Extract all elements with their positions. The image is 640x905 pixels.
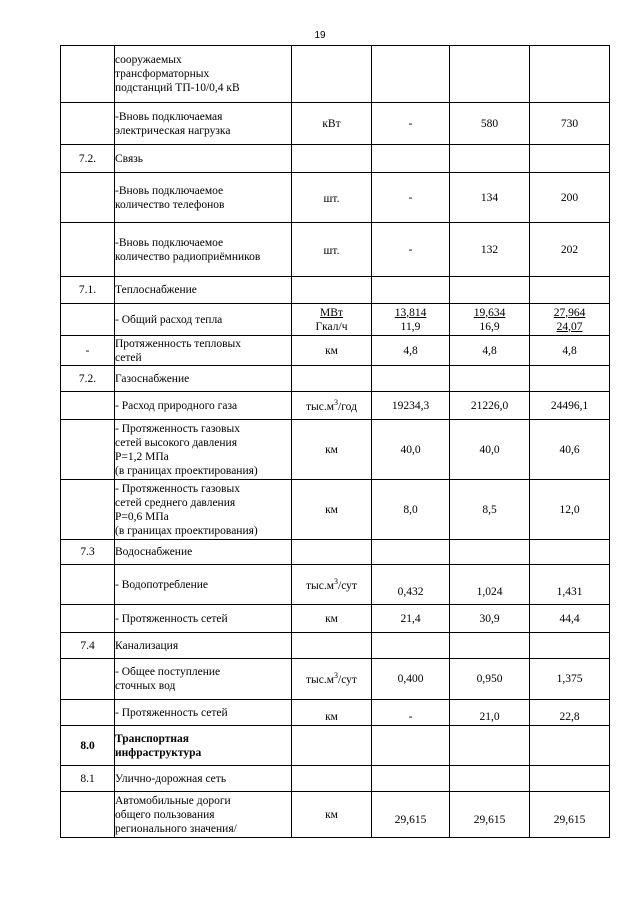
row-unit: км [292,480,372,540]
row-unit [292,46,372,103]
row-value-2: 132 [450,223,530,277]
row-name [115,605,292,633]
row-value-1 [372,726,450,766]
row-number [61,392,115,420]
table-row [61,392,610,420]
row-value-3: 22,8 [530,700,610,726]
row-unit [292,766,372,792]
row-value-3 [530,46,610,103]
row-value-1: - [372,700,450,726]
row-name [115,700,292,726]
row-name-line: Теплоснабжение [115,284,197,296]
row-name-line: - Протяженность газовых [115,482,240,495]
row-name-line: Транспортная [115,732,189,745]
row-name-line: подстанций ТП-10/0,4 кВ [115,82,240,94]
row-name-line: - Расход природного газа [115,399,238,412]
row-number: 7.3 [61,540,115,565]
row-unit: км [292,336,372,366]
row-number [61,605,115,633]
row-name-line: Канализация [115,639,179,652]
table-row [61,420,610,480]
unit-base: тыс.м [306,674,335,686]
row-number [61,223,115,277]
row-value-3 [530,766,610,792]
row-name-line: Улично-дорожная сеть [115,772,227,785]
row-name-line: Газоснабжение [115,372,190,385]
unit-superscript: 3 [334,397,339,407]
row-unit: шт. [292,173,372,223]
row-name-line: Связь [115,152,144,165]
row-unit: шт. [292,223,372,277]
row-value-2: 40,0 [450,420,530,480]
row-name [115,277,292,304]
unit-base: тыс.м [306,579,335,592]
row-value-2 [450,726,530,766]
row-value-2: 0,950 [450,659,530,700]
row-unit [292,633,372,659]
row-name-line: - Общий расход тепла [115,313,223,326]
row-number: 8.1 [61,766,115,792]
row-value-1 [372,540,450,565]
row-value-1 [372,145,450,173]
row-name [115,540,292,565]
unit-rest: /год [338,400,357,413]
row-name-line: -Вновь подключаемое [115,184,224,197]
row-number [61,304,115,336]
row-name [115,480,292,540]
row-name [115,633,292,659]
row-value-2 [450,540,530,565]
row-name [115,726,292,766]
page-number: 19 [314,30,326,41]
row-name [115,392,292,420]
table-row [61,304,610,336]
row-name [115,792,292,838]
row-value-2 [450,304,530,336]
table-row [61,366,610,392]
row-number: 7.4 [61,633,115,659]
row-name-line: трансформаторных [115,68,210,80]
row-number [61,173,115,223]
table-row [61,605,610,633]
row-name-line: Автомобильные дороги [115,794,231,807]
row-number [61,700,115,726]
row-name-line: - Протяженность сетей [115,612,228,625]
row-name-line: инфраструктура [115,746,202,759]
row-value-1 [372,366,450,392]
unit-bottom: Гкал/ч [315,320,348,333]
unit-rest: /сут [338,579,357,592]
row-value-1: - [372,173,450,223]
table-row [61,223,610,277]
row-value-2 [450,145,530,173]
row-name-line: количество телефонов [115,198,225,211]
row-number [61,480,115,540]
table-row [61,480,610,540]
row-number [61,659,115,700]
row-value-3 [530,633,610,659]
row-value-3: 1,431 [530,565,610,605]
row-value-2 [450,46,530,103]
table-row [61,659,610,700]
table-row [61,46,610,103]
row-unit [292,659,372,700]
row-unit: км [292,420,372,480]
row-value-2: 8,5 [450,480,530,540]
unit-top: МВт [320,306,343,319]
table-row [61,700,610,726]
row-name-line: количество радиоприёмников [115,250,261,263]
table-row [61,103,610,145]
row-name [115,145,292,173]
row-value-2 [450,366,530,392]
row-value-2: 29,615 [450,792,530,838]
row-value-2: 4,8 [450,336,530,366]
row-name [115,304,292,336]
table-row [61,792,610,838]
row-value-1: - [372,223,450,277]
row-name-line: (в границах проектирования) [115,524,258,537]
row-value-2: 21,0 [450,700,530,726]
value-top: 27,964 [553,306,586,319]
row-name-line: сооружаемых [115,54,182,66]
value-top: 13,814 [394,306,427,319]
row-number: 7.2. [61,366,115,392]
row-value-2 [450,277,530,304]
row-name [115,173,292,223]
row-name [115,103,292,145]
row-value-3: 1,375 [530,659,610,700]
row-value-3: 44,4 [530,605,610,633]
row-name [115,46,292,103]
row-unit [292,304,372,336]
row-name-line: Р=1,2 МПа [115,450,169,463]
row-unit [292,540,372,565]
row-number: - [61,336,115,366]
row-name-line: электрическая нагрузка [115,124,231,137]
row-value-3: 29,615 [530,792,610,838]
value-bottom: 24,07 [556,320,583,333]
table-row [61,633,610,659]
table-row [61,540,610,565]
row-value-2: 30,9 [450,605,530,633]
row-name-line: сетей [115,351,142,364]
row-name-line: (в границах проектирования) [115,464,258,477]
row-unit: км [292,605,372,633]
row-name-line: - Протяженность сетей [115,706,228,719]
row-unit [292,392,372,420]
row-number: 7.1. [61,277,115,304]
row-value-1 [372,633,450,659]
row-value-2: 580 [450,103,530,145]
row-value-3: 40,6 [530,420,610,480]
unit-superscript: 3 [334,576,339,586]
row-unit [292,145,372,173]
row-name-line: общего пользования [115,808,215,821]
row-value-3 [530,145,610,173]
row-value-2: 134 [450,173,530,223]
row-value-1 [372,766,450,792]
row-unit [292,565,372,605]
row-number [61,46,115,103]
row-value-3: 200 [530,173,610,223]
row-name-line: -Вновь подключаемая [115,110,223,123]
row-unit: кВт [292,103,372,145]
row-unit: км [292,700,372,726]
table-row [61,766,610,792]
row-value-3 [530,540,610,565]
table-row [61,277,610,304]
value-bottom: 16,9 [479,320,500,333]
row-number [61,420,115,480]
row-name [115,336,292,366]
row-name-line: -Вновь подключаемое [115,236,224,249]
row-name-line: Протяженность тепловых [115,337,241,350]
row-name-line: регионального значения/ [115,822,237,835]
row-name [115,420,292,480]
value-bottom: 11,9 [400,320,421,333]
row-value-3 [530,304,610,336]
table-row [61,145,610,173]
row-value-1: 4,8 [372,336,450,366]
row-value-1: 8,0 [372,480,450,540]
table-row [61,565,610,605]
row-number: 7.2. [61,145,115,173]
row-value-1 [372,304,450,336]
row-name-line: Р=0,6 МПа [115,510,169,523]
row-number [61,103,115,145]
row-value-1: 40,0 [372,420,450,480]
value-top: 19,634 [473,306,506,319]
row-value-2: 21226,0 [450,392,530,420]
row-unit: км [292,792,372,838]
row-value-1 [372,277,450,304]
row-value-3: 12,0 [530,480,610,540]
row-unit [292,726,372,766]
row-value-1 [372,46,450,103]
row-name [115,766,292,792]
row-value-1: 19234,3 [372,392,450,420]
row-value-2 [450,633,530,659]
row-value-2 [450,766,530,792]
row-value-3: 202 [530,223,610,277]
row-name [115,659,292,700]
table-row [61,336,610,366]
table-row [61,726,610,766]
row-value-1: 0,400 [372,659,450,700]
row-value-2: 1,024 [450,565,530,605]
row-value-3 [530,366,610,392]
unit-rest: /сут [338,674,357,686]
row-name-line: сетей высокого давления [115,436,238,449]
row-name-line: сточных вод [115,680,176,692]
table-row [61,173,610,223]
unit-superscript: 3 [334,671,339,681]
row-value-3 [530,277,610,304]
row-value-1: - [372,103,450,145]
row-name-line: - Протяженность газовых [115,422,240,435]
row-value-1: 21,4 [372,605,450,633]
row-name [115,223,292,277]
row-name-line: Водоснабжение [115,546,193,558]
row-unit [292,366,372,392]
indicators-table [60,45,610,838]
row-value-3: 4,8 [530,336,610,366]
row-value-3: 24496,1 [530,392,610,420]
row-name-line: сетей среднего давления [115,496,236,509]
row-value-3 [530,726,610,766]
unit-base: тыс.м [306,400,335,413]
row-value-1: 0,432 [372,565,450,605]
row-value-3: 730 [530,103,610,145]
row-number [61,565,115,605]
row-value-1: 29,615 [372,792,450,838]
row-name [115,565,292,605]
row-number [61,792,115,838]
row-number: 8.0 [61,726,115,766]
row-name-line: - Водопотребление [115,578,208,591]
row-name [115,366,292,392]
row-name-line: - Общее поступление [115,666,221,678]
row-unit [292,277,372,304]
